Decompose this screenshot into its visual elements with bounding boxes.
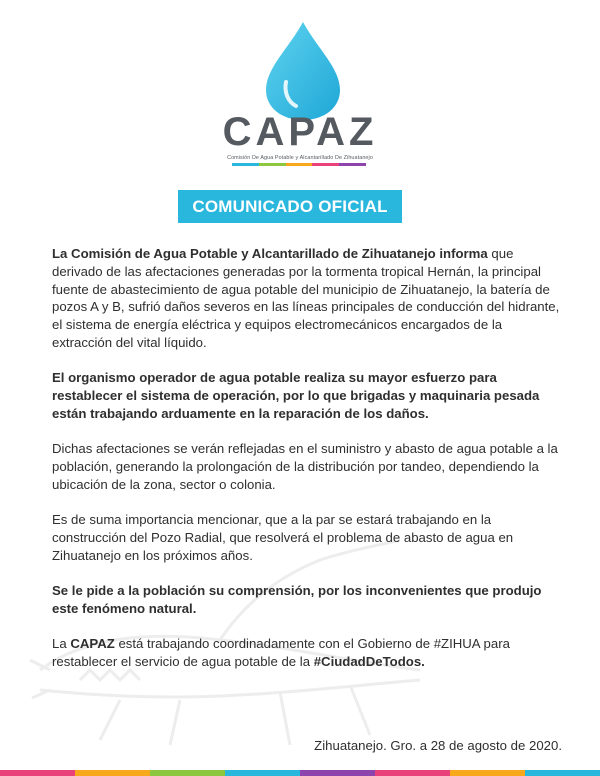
footer-stripe-segment (225, 770, 300, 776)
paragraph-1-lead: La Comisión de Agua Potable y Alcantarillado de Zihuatanejo informa (52, 246, 488, 261)
footer-stripe-segment (375, 770, 450, 776)
date-signature: Zihuatanejo. Gro. a 28 de agosto de 2020. (314, 738, 562, 753)
capaz-subtitle: Comisión De Agua Potable y Alcantarillado De Zihuatanejo (227, 155, 373, 161)
paragraph-4: Es de suma importancia mencionar, que a la par se estará trabajando en la construcción del Pozo Radial, que resolverá el problema de abasto de agua en Zihuatanejo en los próximos años. (52, 512, 514, 563)
statement-body (52, 245, 560, 688)
footer-stripe-segment (300, 770, 375, 776)
logo-stripe-segment (232, 163, 259, 166)
footer-stripe-segment (450, 770, 525, 776)
paragraph-1 (52, 245, 560, 352)
paragraph-3: Dichas afectaciones se verán reflejadas en el suministro y abasto de agua potable a la población, generando la prolongación de la distribución por tandeo, dependiendo la ubicación de la zona, sector o colonia. (52, 441, 558, 492)
paragraph-6-text-a: La (52, 636, 71, 652)
logo-stripe-segment (286, 163, 313, 166)
logo-color-stripe (232, 163, 366, 166)
comunicado-banner: COMUNICADO OFICIAL (178, 190, 402, 223)
paragraph-1-text: que derivado de las afectaciones generadas por la tormenta tropical Hernán, la principal fuente de abastecimiento de agua potable del municipio de Zihuatanejo, la batería de pozos A y B, sufrió daños severos en las líneas principales de conducción del hidrante, el sistema de energía eléctrica y equipos electromecánicos encargados de la extracción del vital líquido. (52, 246, 560, 350)
paragraph-6-text-b: está trabajando coordinadamente con el Gobierno de #ZIHUA para restablecer el servicio de agua potable de la (52, 636, 510, 669)
water-drop-logo-icon (244, 20, 362, 122)
logo-stripe-segment (259, 163, 286, 166)
paragraph-6 (52, 635, 560, 671)
capaz-wordmark: CAPAZ (222, 110, 378, 154)
paragraph-2: El organismo operador de agua potable realiza su mayor esfuerzo para restablecer el sistema de operación, por lo que brigadas y maquinaria pesada están trabajando arduamente en la reparación de los daños. (52, 370, 540, 421)
footer-stripe-segment (75, 770, 150, 776)
footer-stripe-segment (150, 770, 225, 776)
footer-stripe-segment (525, 770, 600, 776)
paragraph-6-capaz: CAPAZ (70, 636, 115, 652)
paragraph-5: Se le pide a la población su comprensión, por los inconvenientes que produjo este fenómeno natural. (52, 582, 542, 616)
logo-stripe-segment (312, 163, 339, 166)
paragraph-6-hashtag: #CiudadDeTodos. (313, 653, 425, 669)
footer-color-stripe (0, 770, 600, 776)
logo-stripe-segment (339, 163, 366, 166)
footer-stripe-segment (0, 770, 75, 776)
